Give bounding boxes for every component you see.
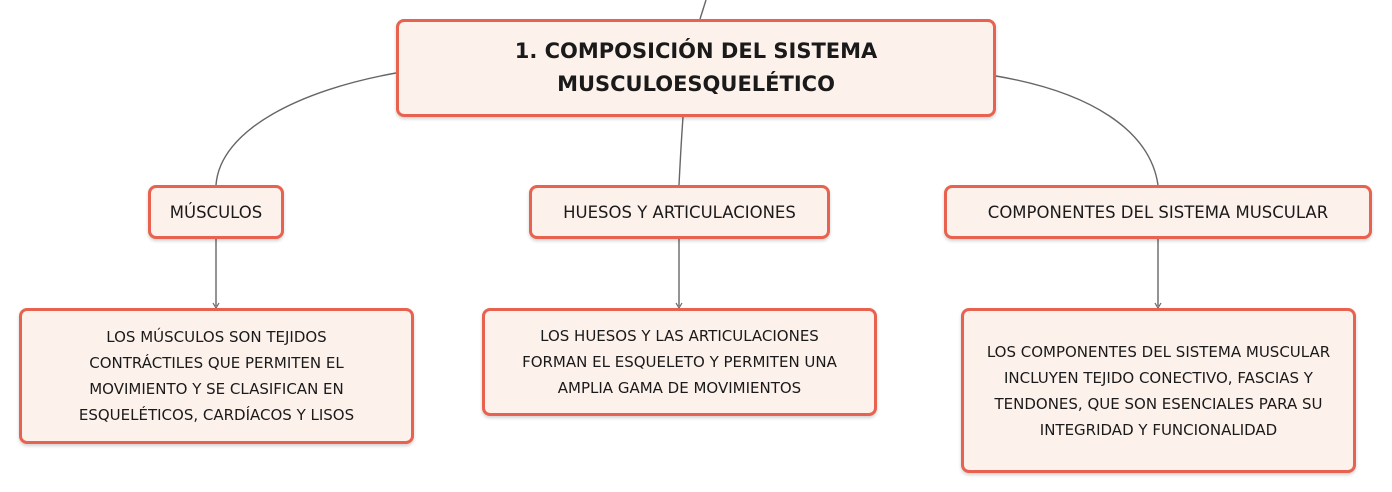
detail-huesos-line: LOS HUESOS Y LAS ARTICULACIONES	[540, 327, 819, 345]
detail-musculos-line: MOVIMIENTO Y SE CLASIFICAN EN	[89, 380, 344, 398]
topic-componentes-sistema-muscular[interactable]	[944, 185, 1372, 239]
root-topic-line-1: 1. COMPOSICIÓN DEL SISTEMA	[514, 39, 878, 63]
topic-huesos-label: HUESOS Y ARTICULACIONES	[563, 202, 796, 222]
detail-componentes-sistema-muscular[interactable]	[961, 308, 1356, 473]
detail-componentes-line: INTEGRIDAD Y FUNCIONALIDAD	[1039, 420, 1278, 439]
detail-huesos-line: AMPLIA GAMA DE MOVIMIENTOS	[557, 379, 802, 397]
detail-huesos-articulaciones[interactable]	[482, 308, 877, 416]
detail-componentes-line: TENDONES, QUE SON ESENCIALES PARA SU	[994, 394, 1323, 413]
detail-huesos-line: FORMAN EL ESQUELETO Y PERMITEN UNA	[522, 353, 837, 371]
topic-musculos[interactable]	[148, 185, 284, 239]
detail-musculos-line: ESQUELÉTICOS, CARDÍACOS Y LISOS	[78, 406, 355, 424]
topic-huesos-articulaciones[interactable]	[529, 185, 830, 239]
root-topic-line-2: MUSCULOESQUELÉTICO	[557, 72, 835, 96]
connector-root-to-huesos	[679, 117, 683, 185]
connector-parent-to-root	[700, 0, 706, 19]
detail-musculos[interactable]	[19, 308, 414, 444]
detail-componentes-line: INCLUYEN TEJIDO CONECTIVO, FASCIAS Y	[1004, 368, 1313, 387]
connector-root-to-musculos	[216, 73, 396, 185]
detail-musculos-line: LOS MÚSCULOS SON TEJIDOS	[106, 328, 327, 346]
topic-musculos-label: MÚSCULOS	[169, 202, 263, 222]
topic-componentes-label: COMPONENTES DEL SISTEMA MUSCULAR	[987, 202, 1329, 222]
detail-componentes-line: LOS COMPONENTES DEL SISTEMA MUSCULAR	[986, 342, 1331, 361]
root-topic-node[interactable]	[396, 19, 996, 117]
detail-musculos-line: CONTRÁCTILES QUE PERMITEN EL	[89, 354, 344, 372]
connector-root-to-componentes	[996, 76, 1158, 185]
